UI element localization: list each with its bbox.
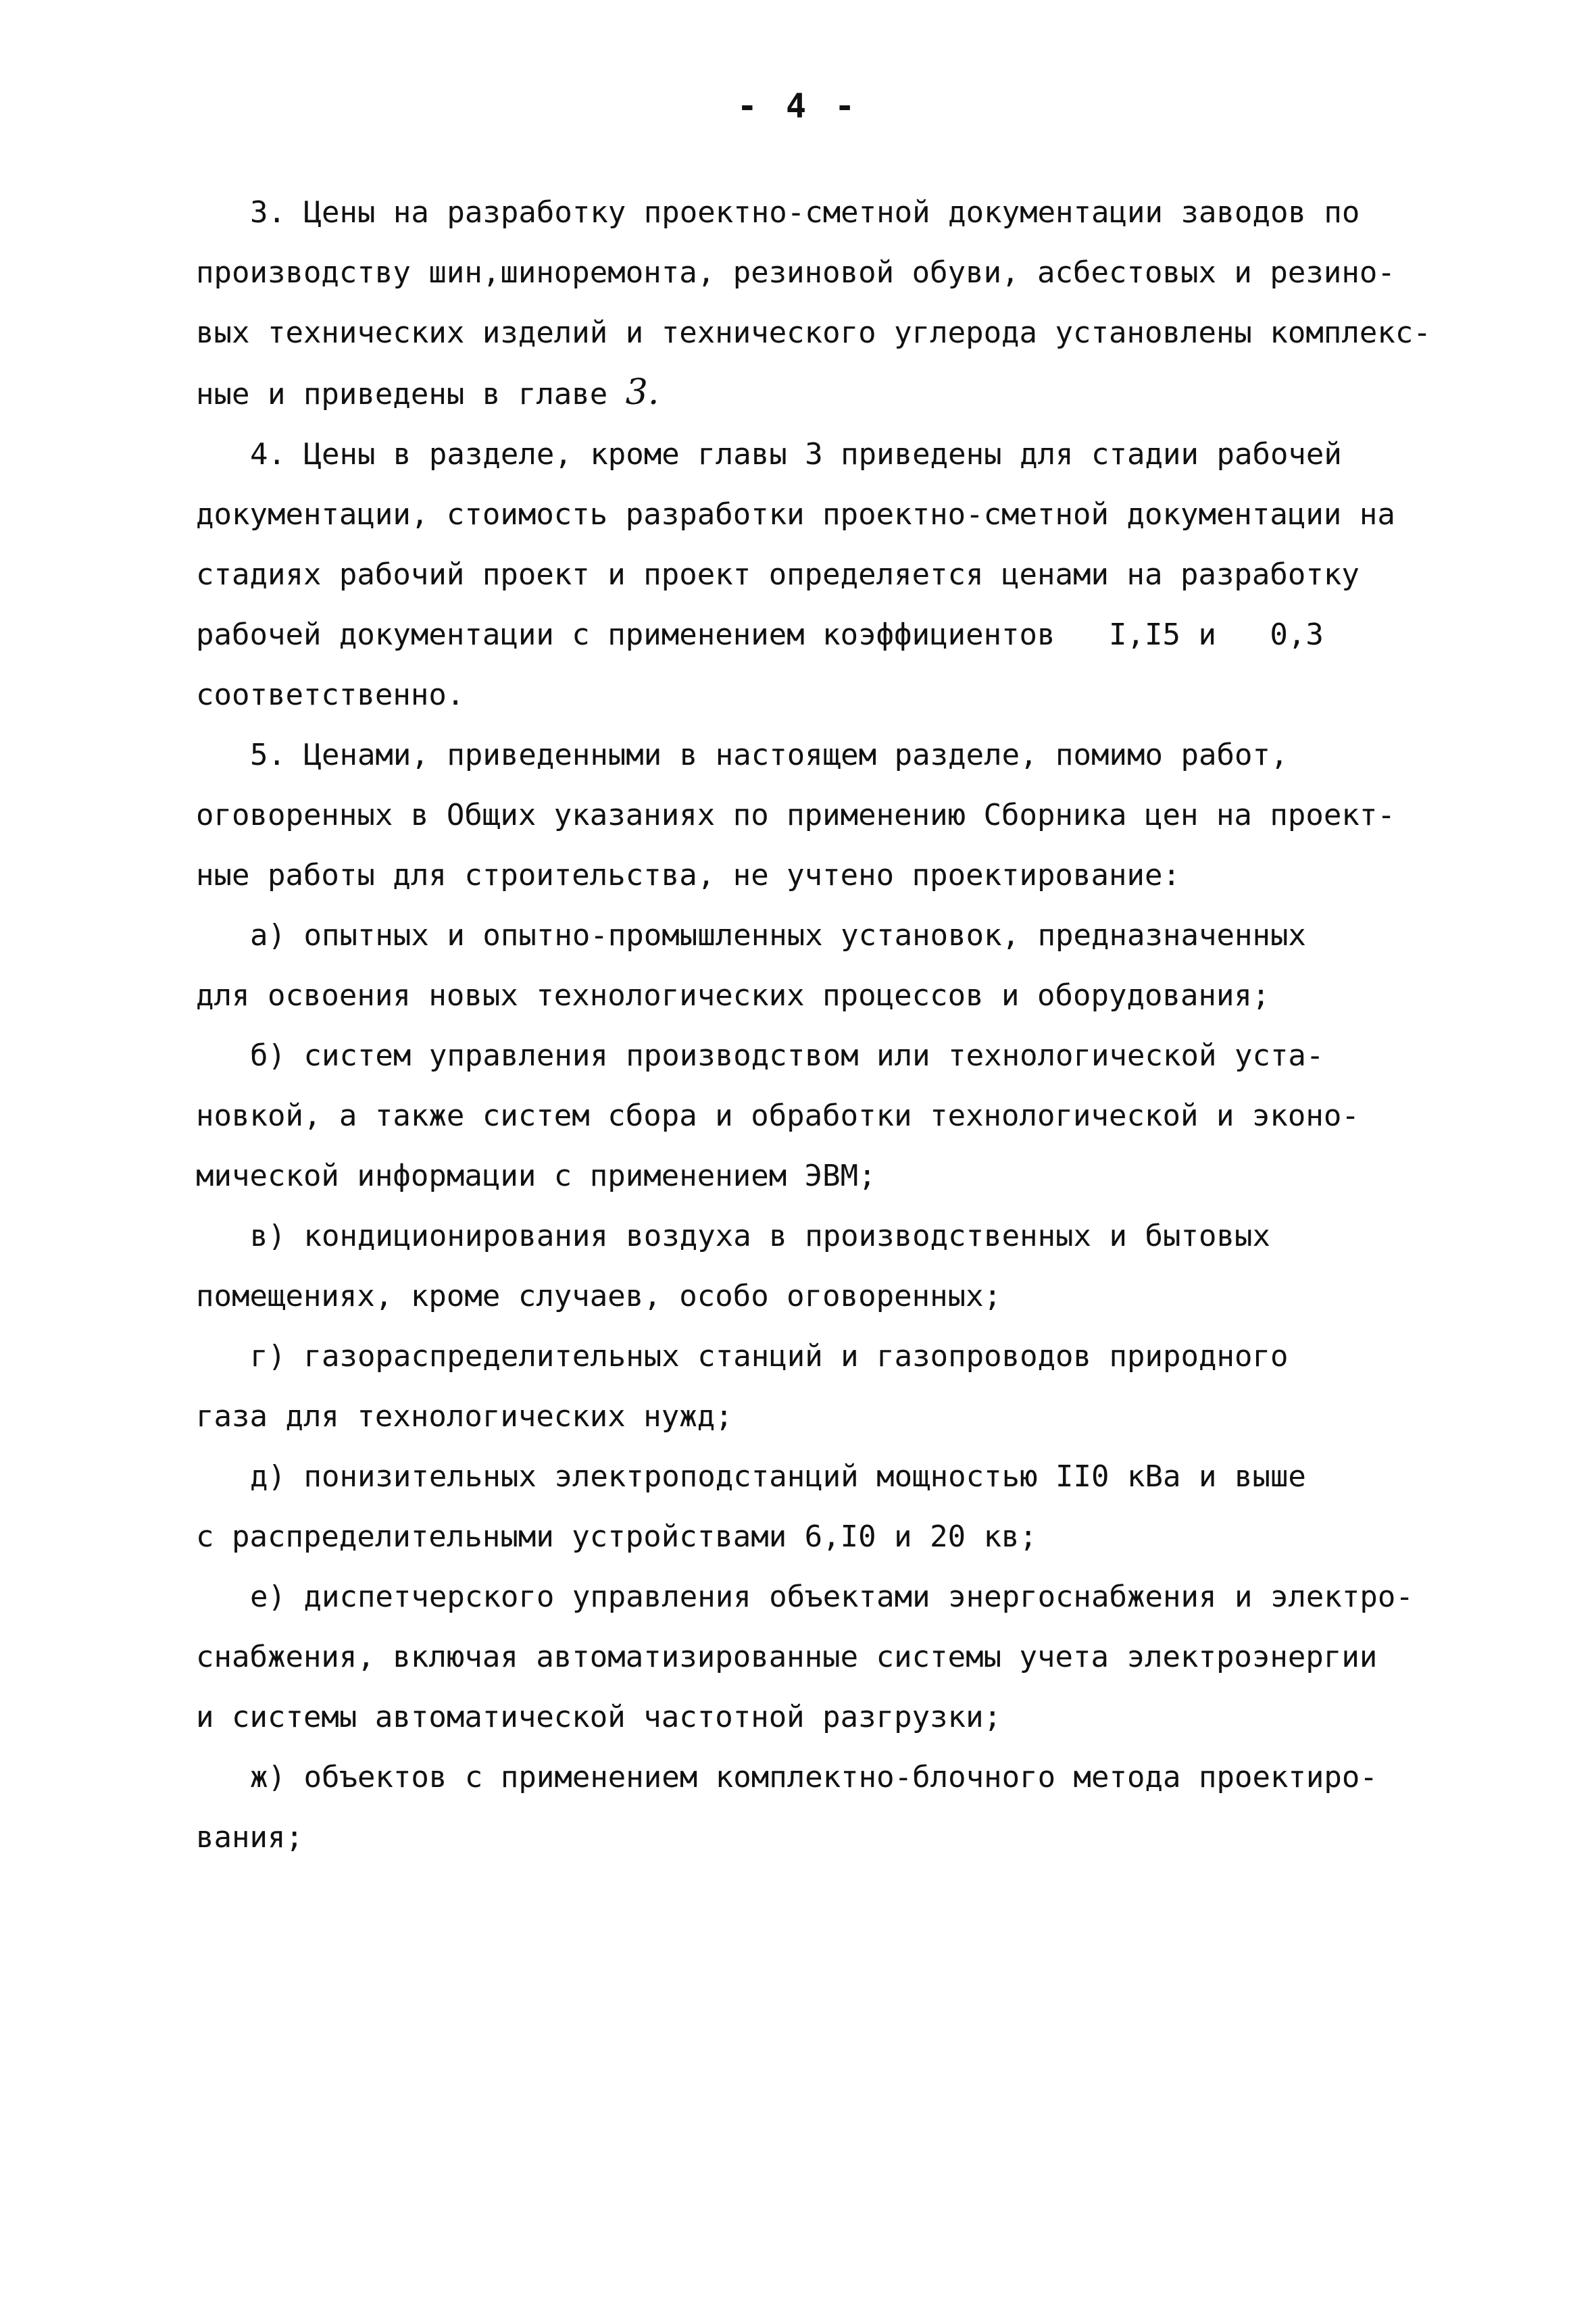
- list-item-g: [196, 1326, 1480, 1447]
- text-line: б) систем управления производством или технологической уста-: [250, 1038, 1324, 1073]
- text-line: снабжения, включая автоматизированные системы учета электроэнергии: [196, 1640, 1378, 1674]
- text-line: рабочей документации с применением коэффициентов I,I5 и 0,3: [196, 618, 1324, 652]
- page-number: - 4 -: [737, 86, 859, 126]
- text-line: 4. Цены в разделе, кроме главы 3 приведены для стадии рабочей: [250, 437, 1342, 472]
- text-line: соответственно.: [196, 678, 465, 712]
- text-line: а) опытных и опытно-промышленных установок, предназначенных: [250, 918, 1306, 953]
- paragraph-4: [196, 424, 1480, 725]
- document-body: [196, 182, 1480, 1867]
- text-line: 3. Цены на разработку проектно-сметной документации заводов по: [250, 195, 1360, 230]
- text-line: с распределительными устройствами 6,I0 и 20 кв;: [196, 1519, 1038, 1554]
- list-item-v: [196, 1206, 1480, 1326]
- text-line: производству шин,шиноремонта, резиновой обуви, асбестовых и резино-: [196, 255, 1395, 290]
- text-line-with-handwriting: [196, 363, 1480, 424]
- text-line: ные работы для строительства, не учтено проектирование:: [196, 858, 1180, 892]
- list-item-d: [196, 1447, 1480, 1567]
- paragraph-3: [196, 182, 1480, 424]
- list-item-zh: [196, 1747, 1480, 1867]
- list-item-a: [196, 905, 1480, 1026]
- text-line: вых технических изделий и технического углерода установлены комплекс-: [196, 316, 1431, 350]
- text-line: газа для технологических нужд;: [196, 1399, 733, 1434]
- text-line: ж) объектов с применением комплектно-блочного метода проектиро-: [250, 1760, 1378, 1794]
- text-line: стадиях рабочий проект и проект определяется ценами на разработку: [196, 557, 1360, 592]
- text-fragment: ные и приведены в главе: [196, 377, 608, 411]
- list-item-b: [196, 1026, 1480, 1206]
- text-line: новкой, а также систем сбора и обработки технологической и эконо-: [196, 1099, 1360, 1133]
- text-line: д) понизительных электроподстанций мощностью II0 кВа и выше: [250, 1459, 1306, 1494]
- text-line: оговоренных в Общих указаниях по применению Сборника цен на проект-: [196, 798, 1395, 832]
- text-line: для освоения новых технологических процессов и оборудования;: [196, 978, 1270, 1013]
- text-line: мической информации с применением ЭВМ;: [196, 1159, 876, 1193]
- text-line: 5. Ценами, приведенными в настоящем разделе, помимо работ,: [250, 738, 1289, 772]
- text-line: помещениях, кроме случаев, особо оговоренных;: [196, 1279, 1002, 1313]
- text-line: е) диспетчерского управления объектами энергоснабжения и электро-: [250, 1580, 1414, 1614]
- text-line: в) кондиционирования воздуха в производственных и бытовых: [250, 1219, 1270, 1253]
- text-line: документации, стоимость разработки проектно-сметной документации на: [196, 497, 1395, 532]
- text-line: г) газораспределительных станций и газопроводов природного: [250, 1339, 1289, 1374]
- handwritten-chapter-number: 3.: [625, 372, 659, 413]
- text-line: и системы автоматической частотной разгрузки;: [196, 1700, 1002, 1734]
- text-line: вания;: [196, 1820, 303, 1855]
- list-item-e: [196, 1567, 1480, 1747]
- paragraph-5: [196, 725, 1480, 905]
